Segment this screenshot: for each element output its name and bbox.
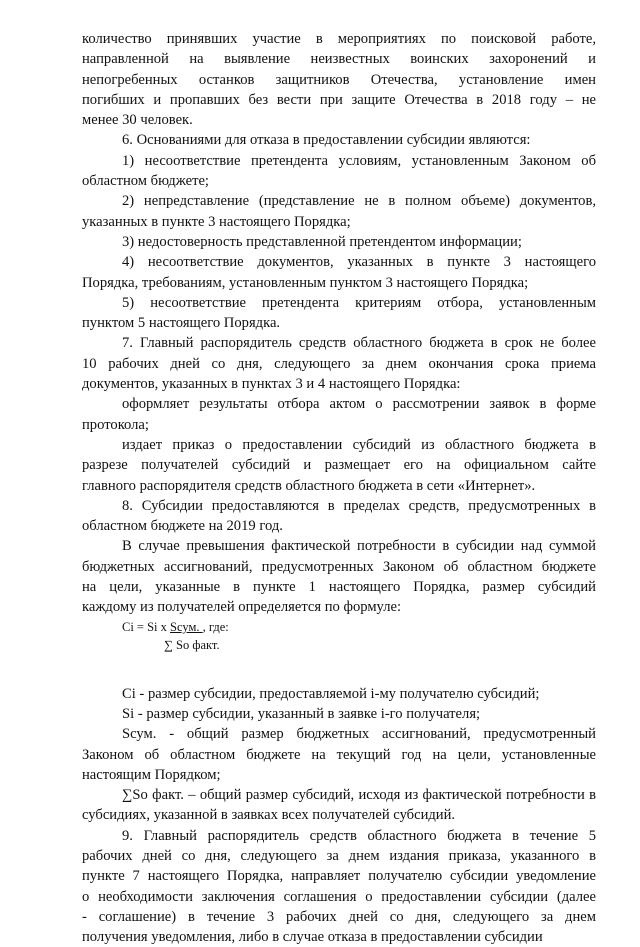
formula-lhs: Ci = Si x [122, 619, 171, 634]
paragraph [82, 785, 596, 826]
text-line: - соглашение) в течение 3 рабочих дней со дня, следующего за днем [82, 908, 596, 925]
text-line: количество принявших участие в мероприятиях по поисковой работе, [82, 31, 596, 47]
text-line: каждому из получателей определяется по формуле: [82, 599, 402, 616]
text-line: 1) несоответствие претендента условиям, установленным Законом об [122, 152, 596, 169]
text-line: 3) недостоверность представленной претендентом информации; [122, 233, 522, 250]
text-line: областном бюджете; [82, 173, 209, 190]
paragraph [82, 435, 596, 496]
text-line: субсидиях, указанной в заявках всех получателей субсидий. [82, 807, 456, 824]
formula-line [122, 619, 229, 635]
text-line: 2) непредставление (представление не в полном объеме) документов, [122, 193, 596, 210]
text-line: погибших и пропавших без вести при защите Отечества в 2018 году – не [82, 91, 596, 108]
formula-denominator: ∑ So факт. [164, 637, 220, 652]
text-line: пунктом 5 настоящего Порядка. [82, 315, 281, 332]
text-line: получения уведомления, либо в случае отказа в предоставлении субсидии [82, 929, 543, 946]
paragraph [82, 252, 596, 293]
paragraph [82, 394, 596, 435]
text-line: настоящим Порядком; [82, 766, 221, 783]
paragraph [82, 293, 596, 334]
text-line: пункте 7 настоящего Порядка, направляет получателю субсидии уведомление [82, 868, 596, 885]
text-line: 7. Главный распорядитель средств областного бюджета в срок не более [122, 335, 596, 352]
text-line: документов, указанных в пунктах 3 и 4 настоящего Порядка: [82, 376, 461, 393]
text-line: рабочих дней со дня, следующего за днем издания приказа, указанного в [82, 847, 596, 864]
text-line: направленной на выявление неизвестных воинских захоронений и [82, 51, 596, 68]
text-line: протокола; [82, 416, 149, 433]
paragraph [82, 130, 596, 150]
text-line: ∑So факт. – общий размер субсидий, исходя из фактической потребности в [122, 787, 596, 804]
text-line: указанных в пункте 3 настоящего Порядка; [82, 213, 351, 230]
text-line: Порядка, требованиям, установленным пунктом 3 настоящего Порядка; [82, 274, 529, 291]
paragraph [82, 151, 596, 192]
text-line: главного распорядителя средств областного бюджета в сети «Интернет». [82, 477, 536, 494]
document-body-bottom [82, 684, 596, 947]
paragraph [82, 232, 596, 252]
text-line: непогребенных останков защитников Отечества, установление имен [82, 71, 596, 88]
text-line: издает приказ о предоставлении субсидий из областного бюджета в [122, 436, 596, 453]
text-line: на цели, указанные в пункте 1 настоящего Порядка, размер субсидий [82, 579, 596, 596]
text-line: В случае превышения фактической потребности в субсидии над суммой [122, 538, 596, 555]
formula-spacer [82, 664, 596, 684]
text-line: оформляет результаты отбора актом о рассмотрении заявок в форме [122, 396, 596, 413]
paragraph [82, 684, 596, 704]
text-line: Si - размер субсидии, указанный в заявке i-го получателя; [122, 705, 481, 722]
paragraph [82, 724, 596, 785]
text-line: бюджетных ассигнований, предусмотренных Законом об областном бюджете [82, 558, 596, 575]
subsidy-formula [82, 618, 596, 664]
paragraph [82, 826, 596, 947]
text-line: 6. Основаниями для отказа в предоставлении субсидии являются: [122, 132, 531, 149]
text-line: Ci - размер субсидии, предоставляемой i-му получателю субсидий; [122, 685, 540, 702]
paragraph [82, 333, 596, 394]
paragraph [82, 191, 596, 232]
text-line: менее 30 человек. [82, 112, 193, 129]
formula-suffix: , где: [202, 619, 229, 634]
text-line: разрезе получателей субсидий и размещает его на официальном сайте [82, 457, 596, 474]
text-line: областном бюджете на 2019 год. [82, 518, 283, 535]
text-line: 10 рабочих дней со дня, следующего за днем окончания срока приема [82, 355, 596, 372]
text-line: Sсум. - общий размер бюджетных ассигнований, предусмотренный [122, 726, 596, 743]
document-page [82, 29, 596, 947]
text-line: 4) несоответствие документов, указанных в пункте 3 настоящего [122, 254, 596, 271]
text-line: Законом об областном бюджете на текущий год на цели, установленные [82, 746, 596, 763]
document-body-top [82, 29, 596, 618]
text-line: 9. Главный распорядитель средств областного бюджета в течение 5 [122, 827, 596, 844]
paragraph [82, 536, 596, 617]
text-line: 8. Субсидии предоставляются в пределах средств, предусмотренных в [122, 497, 596, 514]
text-line: о необходимости заключения соглашения о предоставлении субсидии (далее [82, 888, 596, 905]
formula-numerator: Sсум. [170, 619, 203, 634]
text-line: 5) несоответствие претендента критериям отбора, установленным [122, 294, 596, 311]
paragraph [82, 704, 596, 724]
paragraph [82, 29, 596, 130]
paragraph [82, 496, 596, 537]
